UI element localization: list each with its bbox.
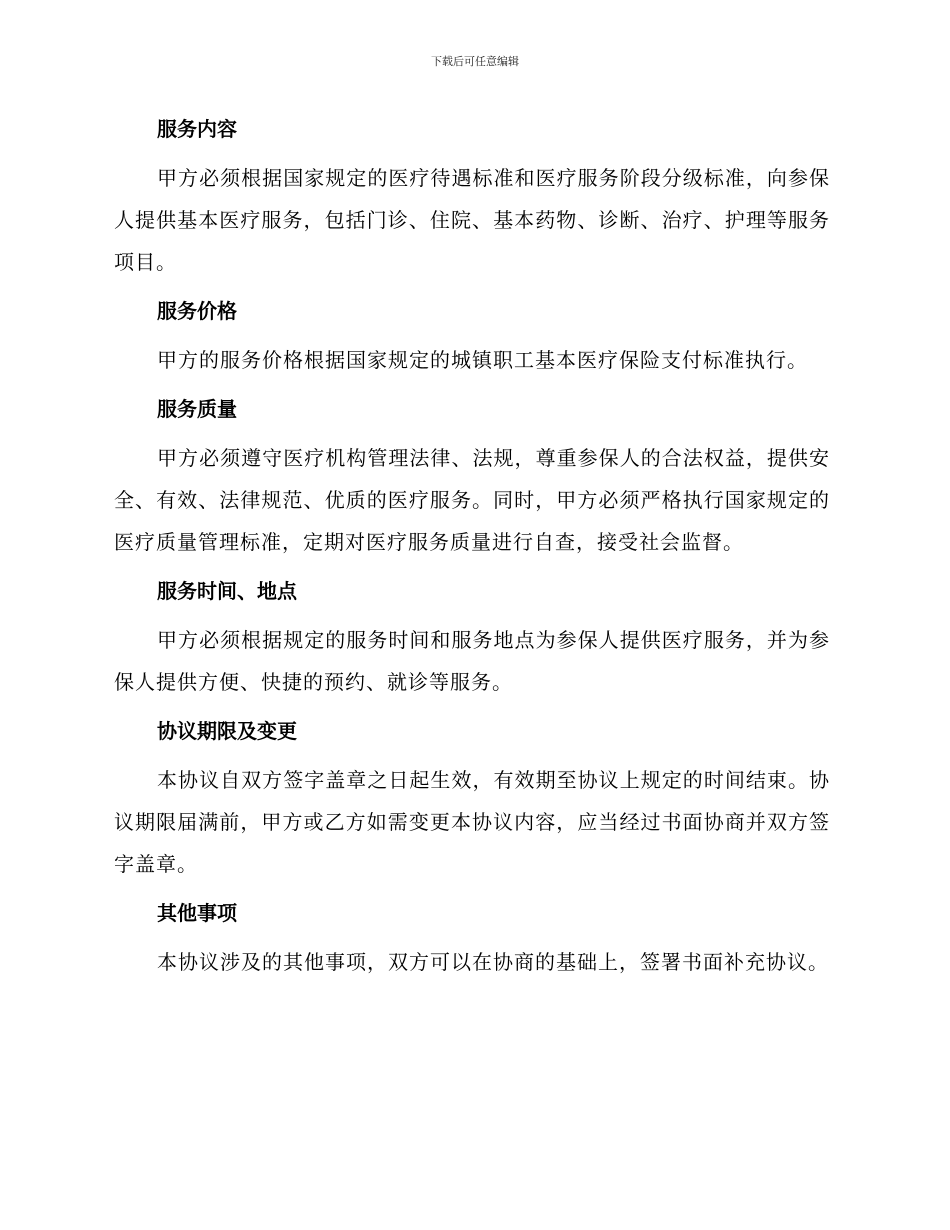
page-header-note: 下载后可任意编辑	[431, 55, 519, 68]
section-service-quality	[114, 389, 830, 563]
section-paragraph: 甲方必须根据国家规定的医疗待遇标准和医疗服务阶段分级标准，向参保人提供基本医疗服务，包括门诊、住院、基本药物、诊断、治疗、护理等服务项目。	[114, 166, 830, 274]
section-paragraph: 本协议自双方签字盖章之日起生效，有效期至协议上规定的时间结束。协议期限届满前，甲方或乙方如需变更本协议内容，应当经过书面协商并双方签字盖章。	[114, 768, 830, 876]
section-service-content	[114, 109, 830, 283]
section-heading: 服务内容	[157, 117, 237, 141]
section-heading: 服务时间、地点	[157, 579, 297, 603]
section-service-time-place	[114, 571, 830, 703]
section-paragraph: 本协议涉及的其他事项，双方可以在协商的基础上，签署书面补充协议。	[157, 950, 829, 974]
section-paragraph: 甲方的服务价格根据国家规定的城镇职工基本医疗保险支付标准执行。	[157, 348, 808, 372]
section-other-matters	[114, 893, 830, 983]
section-heading: 其他事项	[157, 901, 237, 925]
section-heading: 服务质量	[157, 397, 237, 421]
section-heading: 服务价格	[157, 299, 237, 323]
document-body	[114, 109, 830, 991]
section-service-price	[114, 291, 830, 381]
section-paragraph: 甲方必须遵守医疗机构管理法律、法规，尊重参保人的合法权益，提供安全、有效、法律规范、优质的医疗服务。同时，甲方必须严格执行国家规定的医疗质量管理标准，定期对医疗服务质量进行自查，接受社会监督。	[114, 446, 830, 554]
section-paragraph: 甲方必须根据规定的服务时间和服务地点为参保人提供医疗服务，并为参保人提供方便、快捷的预约、就诊等服务。	[114, 628, 830, 694]
section-agreement-term	[114, 711, 830, 885]
section-heading: 协议期限及变更	[157, 719, 297, 743]
